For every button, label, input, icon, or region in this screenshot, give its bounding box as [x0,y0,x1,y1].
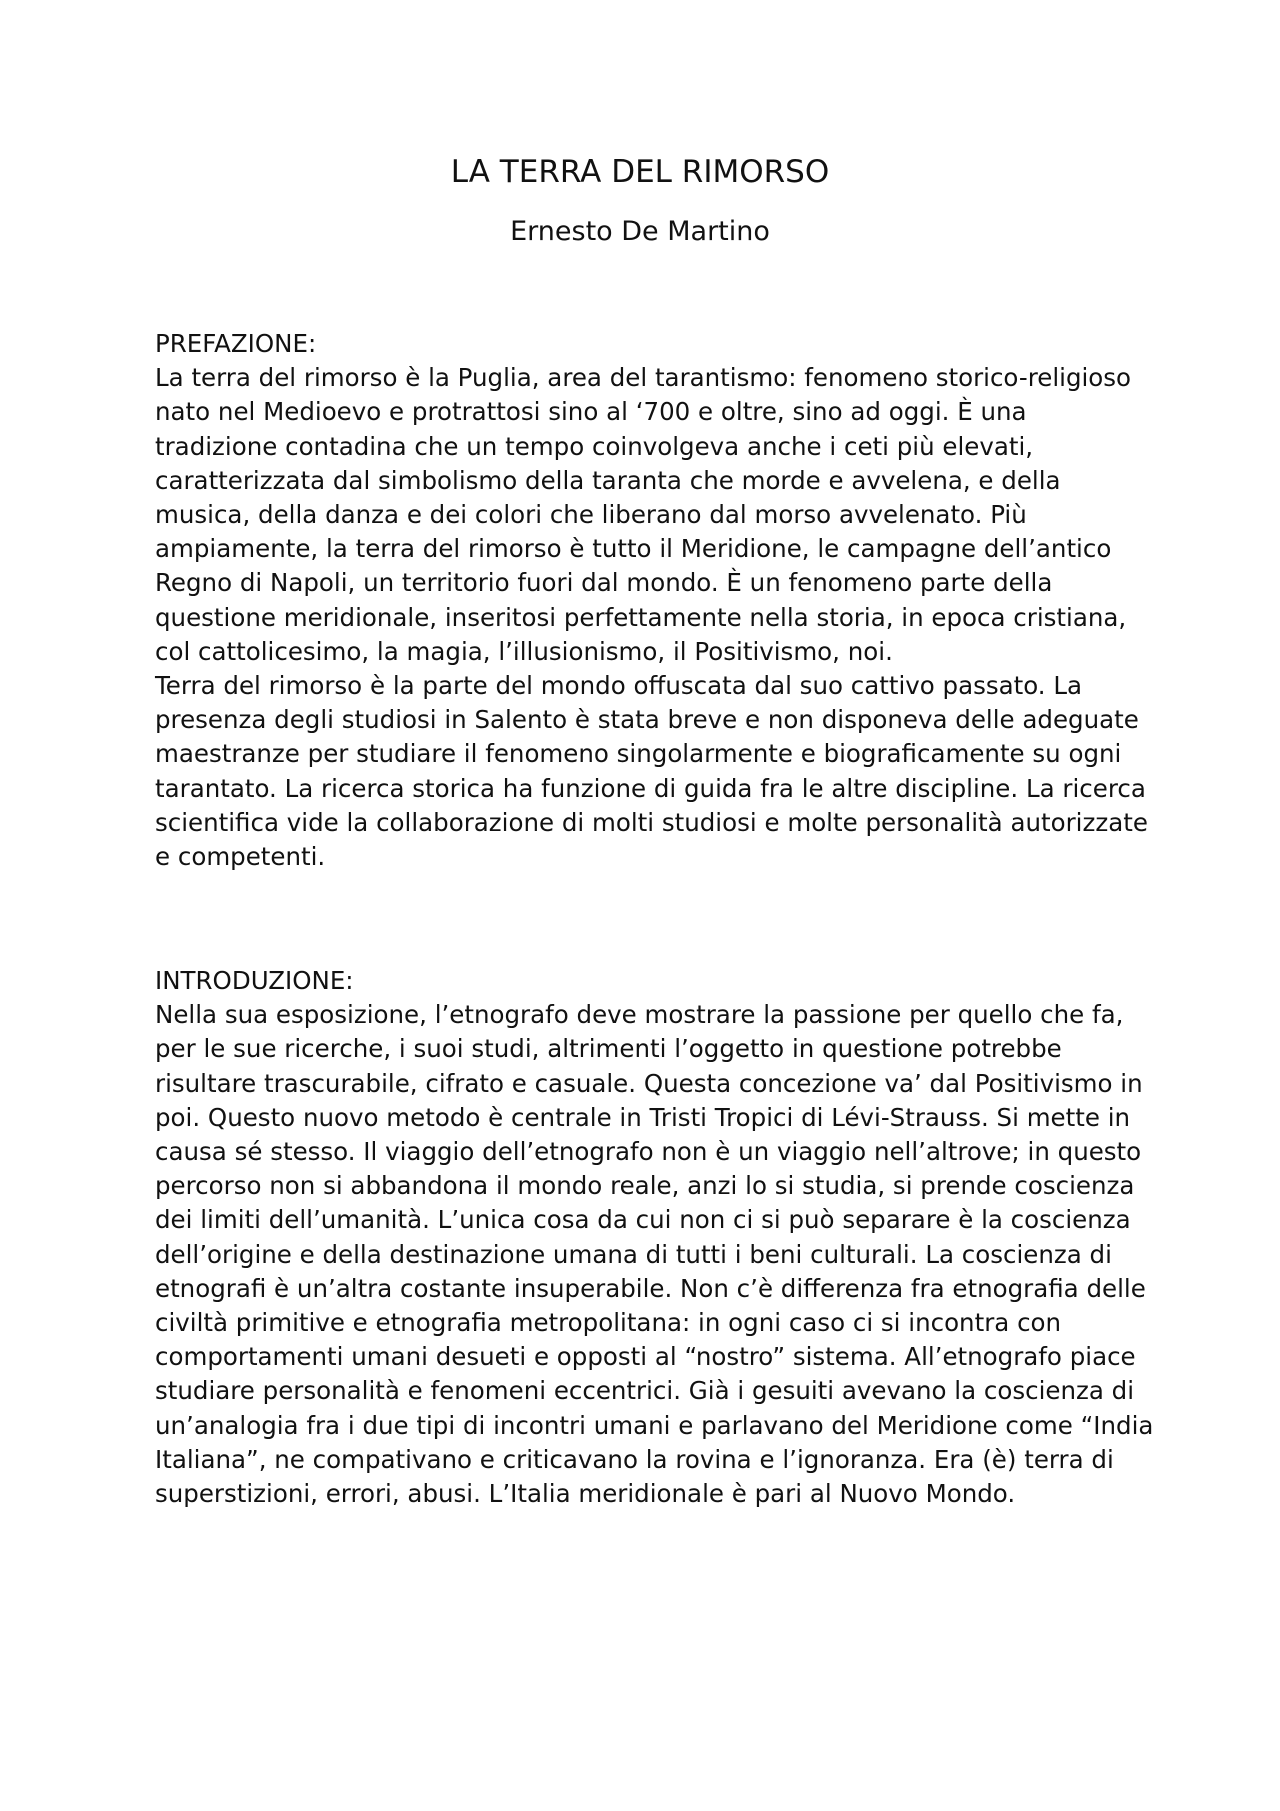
document-title: LA TERRA DEL RIMORSO [450,154,830,190]
section-heading: INTRODUZIONE: [155,966,354,995]
paragraph: La terra del rimorso è la Puglia, area del tarantismo: fenomeno storico-religioso nato nel Medioevo e protrattosi sino al ‘700 e oltre, sino ad oggi. È una tradizione contadina che un tempo coinvolgeva anche i ceti più elevati, caratterizzata dal simbolismo della taranta che morde e avvelena, e della musica, della danza e dei colori che liberano dal morso avvelenato. Più ampiamente, la terra del rimorso è tutto il Meridione, le campagne dell’antico Regno di Napoli, un territorio fuori dal mondo. È un fenomeno parte della questione meridionale, inseritosi perfettamente nella storia, in epoca cristiana, col cattolicesimo, la magia, l’illusionismo, il Positivismo, noi. [155,363,1132,666]
document-author: Ernesto De Martino [510,216,770,247]
section-introduzione [155,964,1155,1511]
section-heading: PREFAZIONE: [155,329,317,358]
section-prefazione [155,327,1155,874]
paragraph: Nella sua esposizione, l’etnografo deve mostrare la passione per quello che fa, per le sue ricerche, i suoi studi, altrimenti l’oggetto in questione potrebbe risultare trascurabile, cifrato e casuale. Questa concezione va’ dal Positivismo in poi. Questo nuovo metodo è centrale in Tristi Tropici di Lévi-Strauss. Si mette in causa sé stesso. Il viaggio dell’etnografo non è un viaggio nell’altrove; in questo percorso non si abbandona il mondo reale, anzi lo si studia, si prende coscienza dei limiti dell’umanità. L’unica cosa da cui non ci si può separare è la coscienza dell’origine e della destinazione umana di tutti i beni culturali. La coscienza di etnografi è un’altra costante insuperabile. Non c’è differenza fra etnografia delle civiltà primitive e etnografia metropolitana: in ogni caso ci si incontra con comportamenti umani desueti e opposti al “nostro” sistema. All’etnografo piace studiare personalità e fenomeni eccentrici. Già i gesuiti avevano la coscienza di un’analogia fra i due tipi di incontri umani e parlavano del Meridione come “India Italiana”, ne compativano e criticavano la rovina e l’ignoranza. Era (è) terra di superstizioni, errori, abusi. L’Italia meridionale è pari al Nuovo Mondo. [155,1000,1154,1509]
paragraph: Terra del rimorso è la parte del mondo offuscata dal suo cattivo passato. La presenza degli studiosi in Salento è stata breve e non disponeva delle adeguate maestranze per studiare il fenomeno singolarmente e biograficamente su ogni tarantato. La ricerca storica ha funzione di guida fra le altre discipline. La ricerca scientifica vide la collaborazione di molti studiosi e molte personalità autorizzate e competenti. [155,671,1148,872]
